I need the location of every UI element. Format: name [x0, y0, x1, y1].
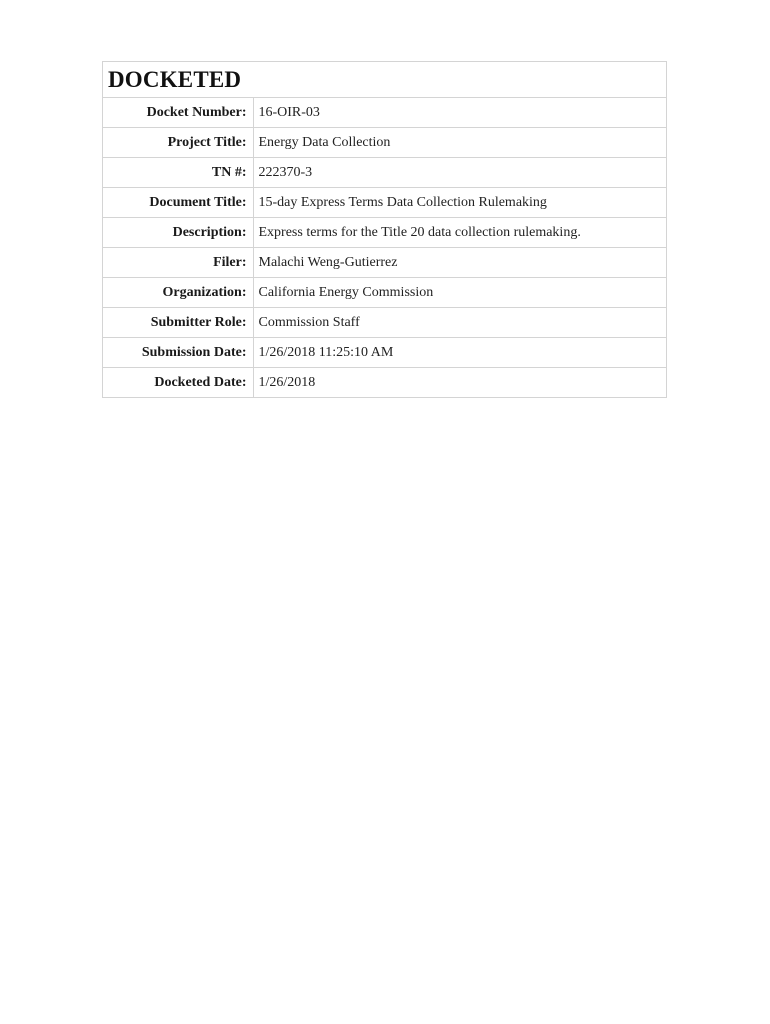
table-row-docket-number	[103, 98, 666, 128]
submission-date-label: Submission Date:	[103, 338, 253, 368]
docket-cover-box	[102, 61, 667, 398]
table-row-document-title	[103, 188, 666, 218]
table-row-project-title	[103, 128, 666, 158]
table-row-submitter-role	[103, 308, 666, 338]
table-row-tn	[103, 158, 666, 188]
project-title-value: Energy Data Collection	[253, 128, 666, 158]
description-value: Express terms for the Title 20 data collection rulemaking.	[253, 218, 666, 248]
table-row-filer	[103, 248, 666, 278]
docket-number-label: Docket Number:	[103, 98, 253, 128]
filer-label: Filer:	[103, 248, 253, 278]
document-title-value: 15-day Express Terms Data Collection Rulemaking	[253, 188, 666, 218]
organization-value: California Energy Commission	[253, 278, 666, 308]
table-row-submission-date	[103, 338, 666, 368]
project-title-label: Project Title:	[103, 128, 253, 158]
filer-value: Malachi Weng-Gutierrez	[253, 248, 666, 278]
table-row-organization	[103, 278, 666, 308]
table-row-docketed-date	[103, 368, 666, 398]
docket-fields-table	[103, 98, 666, 397]
document-title-label: Document Title:	[103, 188, 253, 218]
submission-date-value: 1/26/2018 11:25:10 AM	[253, 338, 666, 368]
tn-label: TN #:	[103, 158, 253, 188]
submitter-role-label: Submitter Role:	[103, 308, 253, 338]
submitter-role-value: Commission Staff	[253, 308, 666, 338]
docketed-date-label: Docketed Date:	[103, 368, 253, 398]
docket-number-value: 16-OIR-03	[258, 105, 320, 120]
docketed-date-value: 1/26/2018	[253, 368, 666, 398]
docket-header	[103, 62, 666, 98]
docketed-title: DOCKETED	[108, 66, 242, 92]
organization-label: Organization:	[103, 278, 253, 308]
table-row-description	[103, 218, 666, 248]
description-label: Description:	[103, 218, 253, 248]
tn-value: 222370-3	[253, 158, 666, 188]
